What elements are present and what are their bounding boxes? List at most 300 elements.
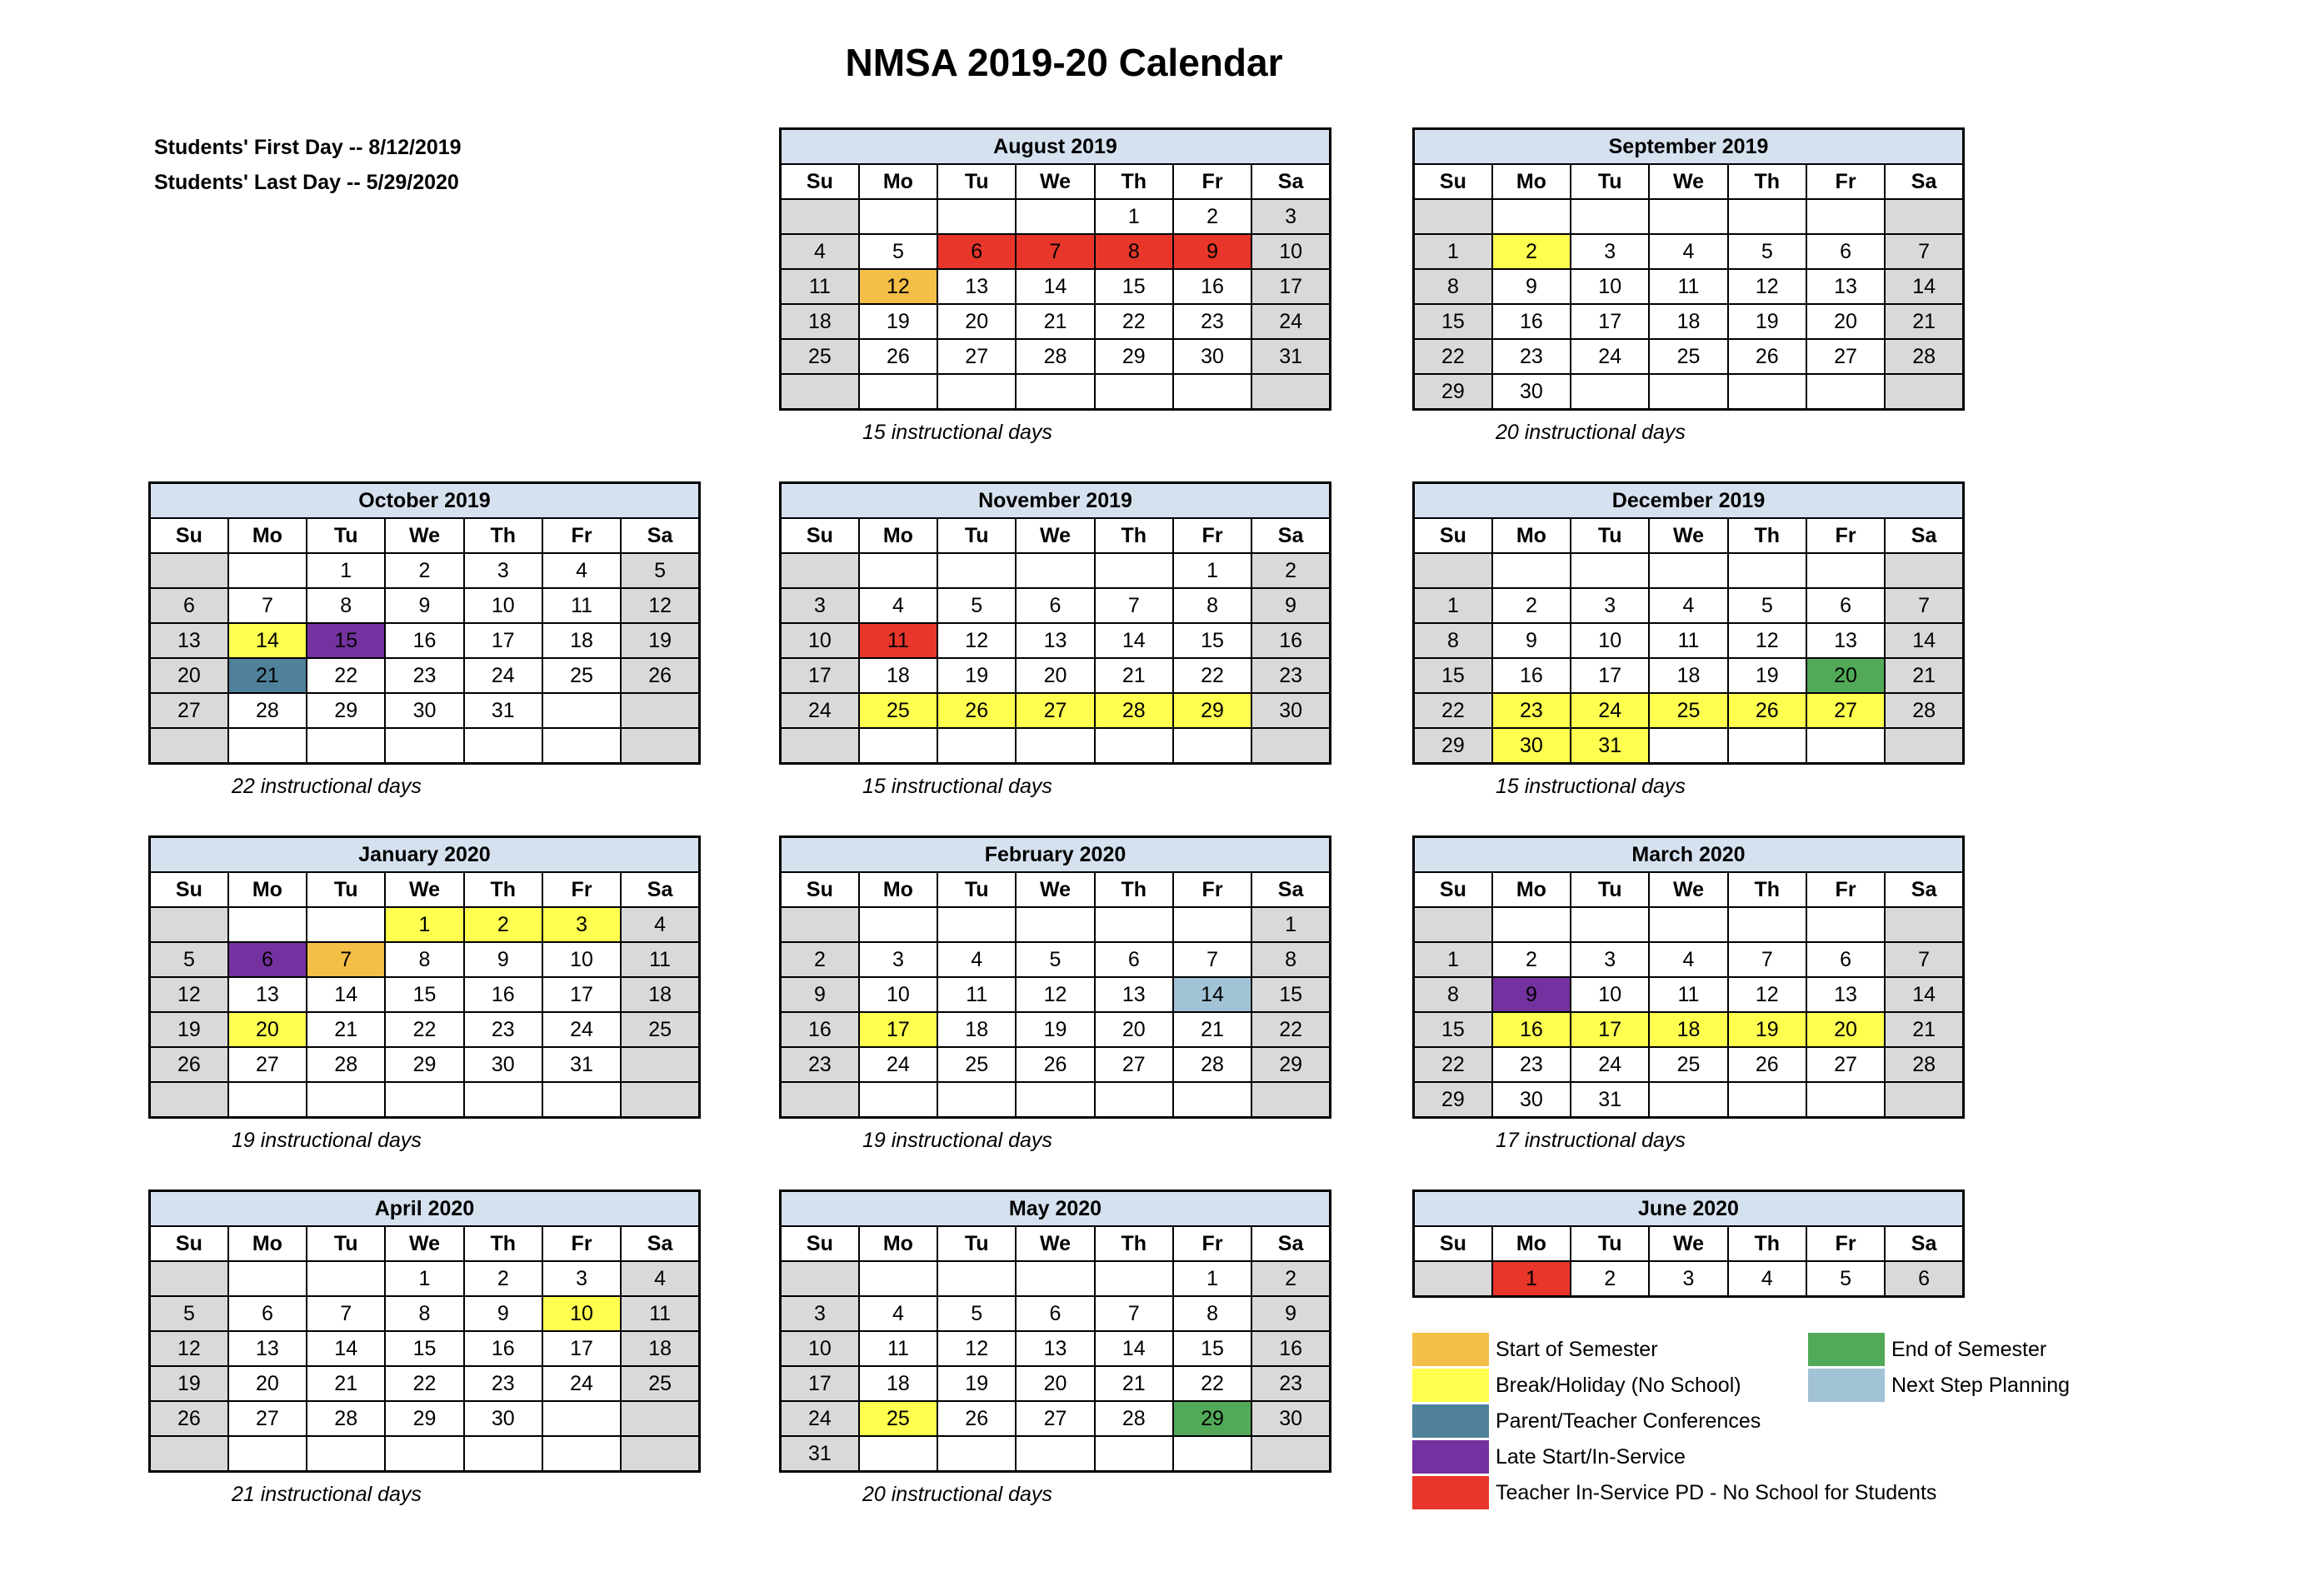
day-cell: 23 [464, 1366, 542, 1401]
day-cell: 1 [307, 553, 385, 588]
month-title: December 2019 [1414, 483, 1964, 519]
weekday-header: Su [1414, 164, 1492, 199]
day-cell: 1 [1095, 199, 1173, 234]
empty-cell [542, 1436, 621, 1472]
day-cell: 10 [1571, 623, 1649, 658]
weekday-header: Th [1728, 872, 1806, 907]
day-cell: 14 [1016, 269, 1094, 304]
day-cell: 20 [1806, 658, 1885, 693]
day-cell: 28 [1095, 1401, 1173, 1436]
weekday-header: We [1649, 872, 1727, 907]
day-cell: 22 [385, 1012, 463, 1047]
empty-cell [1095, 374, 1173, 410]
day-cell: 27 [1806, 1047, 1885, 1082]
day-cell: 22 [1414, 693, 1492, 728]
day-cell: 21 [1885, 304, 1963, 339]
week-row [1414, 693, 1964, 728]
week-row [1414, 728, 1964, 764]
day-cell: 31 [1571, 1082, 1649, 1118]
day-cell: 10 [464, 588, 542, 623]
day-cell: 14 [1095, 623, 1173, 658]
empty-cell [1492, 553, 1571, 588]
legend-swatch [1412, 1476, 1489, 1509]
month-table [1412, 127, 1965, 411]
day-cell: 8 [1095, 234, 1173, 269]
day-cell: 2 [464, 1261, 542, 1296]
empty-cell [1016, 1436, 1094, 1472]
day-cell: 20 [150, 658, 228, 693]
empty-cell [781, 553, 859, 588]
empty-cell [1571, 374, 1649, 410]
empty-cell [937, 374, 1016, 410]
day-cell: 31 [1571, 728, 1649, 764]
month-table [148, 835, 701, 1119]
legend-swatch [1412, 1404, 1489, 1438]
day-cell: 25 [937, 1047, 1016, 1082]
day-cell: 12 [150, 1331, 228, 1366]
empty-cell [150, 1436, 228, 1472]
empty-cell [464, 1436, 542, 1472]
day-cell: 28 [1173, 1047, 1251, 1082]
empty-cell [1649, 374, 1727, 410]
day-cell: 5 [859, 234, 937, 269]
day-cell: 21 [307, 1012, 385, 1047]
day-cell: 15 [385, 1331, 463, 1366]
day-cell: 28 [1016, 339, 1094, 374]
day-cell: 27 [1016, 693, 1094, 728]
day-cell: 20 [228, 1366, 307, 1401]
day-cell: 3 [1649, 1261, 1727, 1297]
instructional-days-note: 19 instructional days [862, 1129, 1052, 1152]
legend-label: Start of Semester [1496, 1337, 1658, 1361]
day-cell: 7 [1016, 234, 1094, 269]
week-row [781, 728, 1331, 764]
week-row [781, 1401, 1331, 1436]
empty-cell [1806, 1082, 1885, 1118]
legend-swatch [1412, 1369, 1489, 1402]
week-row [781, 1331, 1331, 1366]
day-cell: 27 [937, 339, 1016, 374]
day-cell: 26 [150, 1047, 228, 1082]
week-row [781, 1261, 1331, 1296]
day-cell: 20 [228, 1012, 307, 1047]
weekday-header: Tu [937, 872, 1016, 907]
empty-cell [1728, 907, 1806, 942]
week-row [150, 728, 700, 764]
day-cell: 21 [1016, 304, 1094, 339]
empty-cell [937, 199, 1016, 234]
month-june-2020 [1412, 1190, 1965, 1298]
empty-cell [1414, 1261, 1492, 1297]
weekday-header: We [385, 1226, 463, 1261]
day-cell: 26 [937, 1401, 1016, 1436]
day-cell: 1 [1414, 942, 1492, 977]
month-title: February 2020 [781, 837, 1331, 873]
day-cell: 25 [621, 1012, 699, 1047]
day-cell: 5 [937, 1296, 1016, 1331]
day-cell: 5 [150, 1296, 228, 1331]
day-cell: 7 [1885, 234, 1963, 269]
weekday-header: Fr [1806, 164, 1885, 199]
empty-cell [1095, 1082, 1173, 1118]
empty-cell [781, 1082, 859, 1118]
week-row [1414, 623, 1964, 658]
empty-cell [781, 374, 859, 410]
legend-item-tpd [1412, 1476, 1936, 1509]
weekday-header: Sa [1251, 518, 1330, 553]
empty-cell [937, 1261, 1016, 1296]
day-cell: 15 [1251, 977, 1330, 1012]
day-cell: 9 [1492, 623, 1571, 658]
empty-cell [228, 553, 307, 588]
day-cell: 22 [1173, 658, 1251, 693]
day-cell: 15 [1414, 1012, 1492, 1047]
weekday-header: Tu [1571, 518, 1649, 553]
empty-cell [1173, 1082, 1251, 1118]
day-cell: 4 [1649, 234, 1727, 269]
day-cell: 30 [1251, 693, 1330, 728]
instructional-days-note: 17 instructional days [1496, 1129, 1686, 1152]
week-row [1414, 339, 1964, 374]
empty-cell [1649, 907, 1727, 942]
day-cell: 28 [228, 693, 307, 728]
empty-cell [1885, 553, 1963, 588]
month-may-2020 [779, 1190, 1331, 1473]
page-title: NMSA 2019-20 Calendar [845, 41, 1283, 84]
day-cell: 10 [542, 942, 621, 977]
day-cell: 25 [859, 693, 937, 728]
day-cell: 21 [307, 1366, 385, 1401]
day-cell: 15 [1414, 304, 1492, 339]
weekday-header: Sa [1885, 518, 1963, 553]
week-row [150, 1082, 700, 1118]
month-title: April 2020 [150, 1191, 700, 1227]
weekday-header: Su [781, 872, 859, 907]
weekday-header: We [385, 872, 463, 907]
weekday-header: Mo [859, 1226, 937, 1261]
day-cell: 29 [1414, 374, 1492, 410]
empty-cell [937, 553, 1016, 588]
empty-cell [937, 907, 1016, 942]
day-cell: 7 [1173, 942, 1251, 977]
legend-label: Late Start/In-Service [1496, 1444, 1686, 1469]
day-cell: 1 [1173, 1261, 1251, 1296]
day-cell: 23 [464, 1012, 542, 1047]
day-cell: 2 [1251, 553, 1330, 588]
day-cell: 10 [1571, 269, 1649, 304]
day-cell: 11 [1649, 623, 1727, 658]
day-cell: 3 [464, 553, 542, 588]
day-cell: 7 [228, 588, 307, 623]
day-cell: 26 [1728, 693, 1806, 728]
day-cell: 21 [1885, 1012, 1963, 1047]
day-cell: 8 [385, 1296, 463, 1331]
month-february-2020 [779, 835, 1331, 1119]
day-cell: 7 [307, 1296, 385, 1331]
day-cell: 16 [464, 977, 542, 1012]
day-cell: 9 [1173, 234, 1251, 269]
day-cell: 4 [781, 234, 859, 269]
empty-cell [1571, 553, 1649, 588]
day-cell: 30 [1492, 1082, 1571, 1118]
empty-cell [859, 1082, 937, 1118]
day-cell: 1 [385, 1261, 463, 1296]
week-row [1414, 1082, 1964, 1118]
day-cell: 18 [781, 304, 859, 339]
day-cell: 23 [1173, 304, 1251, 339]
legend-item-end [1808, 1333, 2046, 1366]
day-cell: 14 [1095, 1331, 1173, 1366]
empty-cell [859, 907, 937, 942]
day-cell: 26 [1016, 1047, 1094, 1082]
day-cell: 22 [1414, 339, 1492, 374]
day-cell: 11 [859, 1331, 937, 1366]
day-cell: 24 [859, 1047, 937, 1082]
day-cell: 17 [464, 623, 542, 658]
day-cell: 11 [1649, 269, 1727, 304]
day-cell: 2 [464, 907, 542, 942]
week-row [1414, 234, 1964, 269]
empty-cell [1649, 1082, 1727, 1118]
empty-cell [1885, 374, 1963, 410]
empty-cell [1414, 199, 1492, 234]
empty-cell [385, 1436, 463, 1472]
week-row [150, 588, 700, 623]
day-cell: 18 [621, 1331, 699, 1366]
day-cell: 4 [621, 1261, 699, 1296]
day-cell: 1 [1414, 588, 1492, 623]
legend-swatch [1808, 1369, 1885, 1402]
week-row [781, 234, 1331, 269]
empty-cell [1571, 199, 1649, 234]
day-cell: 14 [1885, 623, 1963, 658]
empty-cell [1173, 728, 1251, 764]
week-row [781, 199, 1331, 234]
day-cell: 4 [937, 942, 1016, 977]
empty-cell [781, 1261, 859, 1296]
day-cell: 28 [307, 1401, 385, 1436]
day-cell: 19 [150, 1012, 228, 1047]
day-cell: 29 [1251, 1047, 1330, 1082]
day-cell: 25 [859, 1401, 937, 1436]
week-row [1414, 553, 1964, 588]
empty-cell [150, 728, 228, 764]
day-cell: 13 [1095, 977, 1173, 1012]
week-row [781, 658, 1331, 693]
day-cell: 19 [937, 1366, 1016, 1401]
day-cell: 25 [1649, 693, 1727, 728]
week-row [1414, 658, 1964, 693]
day-cell: 11 [781, 269, 859, 304]
day-cell: 11 [937, 977, 1016, 1012]
day-cell: 13 [1806, 623, 1885, 658]
month-table [148, 481, 701, 765]
legend-swatch [1412, 1333, 1489, 1366]
empty-cell [228, 1082, 307, 1118]
day-cell: 7 [307, 942, 385, 977]
day-cell: 8 [307, 588, 385, 623]
day-cell: 12 [1728, 623, 1806, 658]
month-title: October 2019 [150, 483, 700, 519]
day-cell: 13 [1016, 623, 1094, 658]
week-row [150, 623, 700, 658]
day-cell: 19 [1728, 658, 1806, 693]
instructional-days-note: 20 instructional days [862, 1483, 1052, 1506]
empty-cell [1095, 553, 1173, 588]
day-cell: 10 [859, 977, 937, 1012]
day-cell: 19 [937, 658, 1016, 693]
day-cell: 3 [781, 1296, 859, 1331]
empty-cell [542, 1082, 621, 1118]
month-table [1412, 835, 1965, 1119]
day-cell: 24 [464, 658, 542, 693]
legend-swatch [1808, 1333, 1885, 1366]
day-cell: 18 [859, 658, 937, 693]
day-cell: 18 [1649, 1012, 1727, 1047]
day-cell: 23 [385, 658, 463, 693]
day-cell: 17 [542, 977, 621, 1012]
day-cell: 5 [937, 588, 1016, 623]
weekday-header: Mo [228, 1226, 307, 1261]
weekday-header: Th [1728, 164, 1806, 199]
day-cell: 1 [1414, 234, 1492, 269]
week-row [781, 374, 1331, 410]
instructional-days-note: 22 instructional days [232, 775, 422, 798]
weekday-header: Th [1095, 164, 1173, 199]
empty-cell [621, 1436, 699, 1472]
week-row [781, 588, 1331, 623]
day-cell: 16 [1173, 269, 1251, 304]
weekday-header: Th [1728, 1226, 1806, 1261]
day-cell: 3 [542, 1261, 621, 1296]
weekday-header: Su [1414, 872, 1492, 907]
day-cell: 22 [385, 1366, 463, 1401]
weekday-header: Sa [1885, 164, 1963, 199]
day-cell: 6 [1806, 942, 1885, 977]
day-cell: 15 [1414, 658, 1492, 693]
weekday-header: Su [1414, 518, 1492, 553]
day-cell: 12 [1728, 977, 1806, 1012]
weekday-header: Mo [1492, 1226, 1571, 1261]
day-cell: 19 [859, 304, 937, 339]
week-row [1414, 1047, 1964, 1082]
day-cell: 28 [1885, 693, 1963, 728]
week-row [150, 1012, 700, 1047]
empty-cell [781, 728, 859, 764]
day-cell: 2 [1492, 234, 1571, 269]
day-cell: 8 [1414, 977, 1492, 1012]
legend-label: Next Step Planning [1891, 1373, 2071, 1397]
weekday-header: Mo [859, 518, 937, 553]
weekday-header: Sa [1885, 1226, 1963, 1261]
day-cell: 9 [1492, 269, 1571, 304]
day-cell: 2 [1173, 199, 1251, 234]
day-cell: 16 [1251, 623, 1330, 658]
day-cell: 18 [1649, 304, 1727, 339]
day-cell: 8 [1251, 942, 1330, 977]
day-cell: 30 [464, 1047, 542, 1082]
week-row [150, 1047, 700, 1082]
weekday-header: Fr [542, 1226, 621, 1261]
day-cell: 4 [859, 1296, 937, 1331]
day-cell: 17 [1571, 304, 1649, 339]
day-cell: 15 [1173, 623, 1251, 658]
day-cell: 12 [937, 623, 1016, 658]
weekday-header: We [1016, 872, 1094, 907]
day-cell: 10 [781, 623, 859, 658]
weekday-header: Mo [228, 872, 307, 907]
day-cell: 17 [542, 1331, 621, 1366]
day-cell: 16 [1251, 1331, 1330, 1366]
weekday-header: Mo [859, 872, 937, 907]
empty-cell [621, 1401, 699, 1436]
empty-cell [307, 1436, 385, 1472]
month-table [1412, 1190, 1965, 1298]
day-cell: 27 [228, 1047, 307, 1082]
week-row [150, 942, 700, 977]
day-cell: 8 [1414, 269, 1492, 304]
month-november-2019 [779, 481, 1331, 765]
weekday-header: Fr [1806, 518, 1885, 553]
day-cell: 1 [385, 907, 463, 942]
weekday-header: Sa [621, 518, 699, 553]
instructional-days-note: 15 instructional days [862, 421, 1052, 444]
day-cell: 11 [542, 588, 621, 623]
empty-cell [307, 1082, 385, 1118]
weekday-header: Su [150, 1226, 228, 1261]
empty-cell [542, 693, 621, 728]
day-cell: 3 [1571, 942, 1649, 977]
weekday-header: Th [464, 872, 542, 907]
month-table [779, 1190, 1331, 1473]
day-cell: 10 [1571, 977, 1649, 1012]
day-cell: 5 [1016, 942, 1094, 977]
week-row [1414, 907, 1964, 942]
day-cell: 24 [1571, 339, 1649, 374]
day-cell: 15 [1173, 1331, 1251, 1366]
empty-cell [1251, 374, 1330, 410]
day-cell: 27 [150, 693, 228, 728]
empty-cell [1728, 374, 1806, 410]
weekday-header: Tu [937, 1226, 1016, 1261]
month-table [148, 1190, 701, 1473]
day-cell: 22 [1251, 1012, 1330, 1047]
day-cell: 9 [1251, 1296, 1330, 1331]
day-cell: 18 [621, 977, 699, 1012]
weekday-header: Su [781, 1226, 859, 1261]
day-cell: 30 [385, 693, 463, 728]
month-title: March 2020 [1414, 837, 1964, 873]
day-cell: 13 [1806, 269, 1885, 304]
empty-cell [621, 1047, 699, 1082]
day-cell: 27 [1806, 339, 1885, 374]
weekday-header: Tu [937, 518, 1016, 553]
legend-item-late [1412, 1440, 1686, 1474]
day-cell: 29 [1173, 1401, 1251, 1436]
day-cell: 21 [228, 658, 307, 693]
day-cell: 6 [1095, 942, 1173, 977]
empty-cell [1492, 199, 1571, 234]
day-cell: 7 [1885, 588, 1963, 623]
day-cell: 26 [1728, 339, 1806, 374]
empty-cell [1414, 907, 1492, 942]
day-cell: 9 [781, 977, 859, 1012]
day-cell: 16 [1492, 658, 1571, 693]
empty-cell [385, 728, 463, 764]
day-cell: 28 [1885, 339, 1963, 374]
weekday-header: Th [464, 1226, 542, 1261]
empty-cell [1492, 907, 1571, 942]
